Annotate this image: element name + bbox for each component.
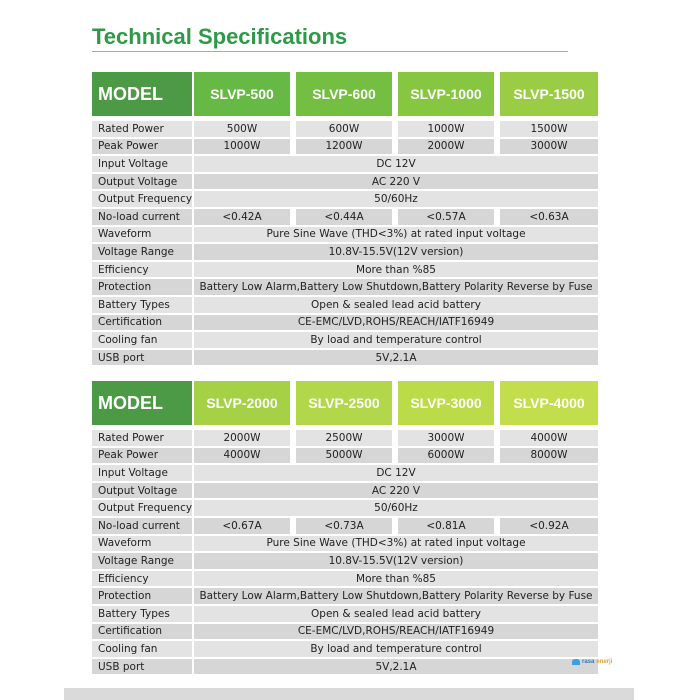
spec-row — [92, 658, 598, 676]
spec-row — [92, 173, 598, 191]
spec-value-shared: Battery Low Alarm,Battery Low Shutdown,Battery Polarity Reverse by Fuse — [194, 279, 598, 295]
spec-value-shared: 10.8V-15.5V(12V version) — [194, 244, 598, 260]
spec-value: <0.63A — [500, 209, 598, 225]
spec-value-shared: AC 220 V — [194, 483, 598, 499]
spec-value: 2000W — [194, 430, 290, 446]
spec-value-shared: Pure Sine Wave (THD<3%) at rated input voltage — [194, 227, 598, 243]
table-header-row — [92, 72, 598, 116]
spec-row — [92, 535, 598, 553]
spec-value: 3000W — [398, 430, 494, 446]
spec-row — [92, 349, 598, 367]
spec-value-shared: By load and temperature control — [194, 332, 598, 348]
spec-value: 2000W — [398, 139, 494, 155]
model-header-label: MODEL — [92, 381, 192, 425]
logo-text-rasa: rasa — [582, 659, 595, 665]
spec-value: 4000W — [194, 448, 290, 464]
spec-value: <0.92A — [500, 518, 598, 534]
spec-value: <0.73A — [296, 518, 392, 534]
spec-value: <0.67A — [194, 518, 290, 534]
model-header-cell: SLVP-2000 — [194, 381, 290, 425]
spec-value-shared: More than %85 — [194, 571, 598, 587]
spec-row — [92, 243, 598, 261]
spec-value: <0.42A — [194, 209, 290, 225]
spec-label: Certification — [92, 624, 192, 640]
spec-value: 1000W — [194, 139, 290, 155]
spec-row — [92, 314, 598, 332]
spec-value-shared: By load and temperature control — [194, 641, 598, 657]
spec-value-shared: 50/60Hz — [194, 191, 598, 207]
spec-label: USB port — [92, 659, 192, 675]
spec-value-shared: 5V,2.1A — [194, 659, 598, 675]
spec-label: Battery Types — [92, 297, 192, 313]
spec-row — [92, 482, 598, 500]
spec-value: 4000W — [500, 430, 598, 446]
spec-value: 1500W — [500, 121, 598, 137]
spec-label: Rated Power — [92, 430, 192, 446]
spec-label: Efficiency — [92, 262, 192, 278]
spec-value: 1200W — [296, 139, 392, 155]
spec-label: Peak Power — [92, 448, 192, 464]
spec-label: Cooling fan — [92, 641, 192, 657]
spec-row — [92, 278, 598, 296]
spec-row — [92, 623, 598, 641]
spec-label: Certification — [92, 315, 192, 331]
spec-label: USB port — [92, 350, 192, 366]
spec-label: Peak Power — [92, 139, 192, 155]
spec-row — [92, 464, 598, 482]
spec-row — [92, 138, 598, 156]
spec-value-shared: 10.8V-15.5V(12V version) — [194, 553, 598, 569]
spec-value-shared: Battery Low Alarm,Battery Low Shutdown,Battery Polarity Reverse by Fuse — [194, 588, 598, 604]
spec-value-shared: CE-EMC/LVD,ROHS/REACH/IATF16949 — [194, 624, 598, 640]
spec-label: Battery Types — [92, 606, 192, 622]
spec-row — [92, 517, 598, 535]
spec-label: Output Frequency — [92, 191, 192, 207]
rasa-enerji-logo-icon — [572, 659, 580, 665]
spec-label: Output Voltage — [92, 174, 192, 190]
spec-value-shared: Pure Sine Wave (THD<3%) at rated input voltage — [194, 536, 598, 552]
spec-table-2 — [92, 381, 598, 675]
model-header-cell: SLVP-3000 — [398, 381, 494, 425]
title-divider — [92, 51, 568, 52]
page-title: Technical Specifications — [92, 24, 348, 49]
model-header-cell: SLVP-1500 — [500, 72, 598, 116]
spec-value: <0.44A — [296, 209, 392, 225]
spec-value: 1000W — [398, 121, 494, 137]
spec-row — [92, 552, 598, 570]
spec-row — [92, 587, 598, 605]
spec-value: 3000W — [500, 139, 598, 155]
spec-label: Voltage Range — [92, 553, 192, 569]
spec-value: 500W — [194, 121, 290, 137]
spec-value-shared: More than %85 — [194, 262, 598, 278]
brand-logo — [572, 659, 612, 665]
model-header-cell: SLVP-500 — [194, 72, 290, 116]
model-header-cell: SLVP-600 — [296, 72, 392, 116]
spec-label: Voltage Range — [92, 244, 192, 260]
spec-value: 8000W — [500, 448, 598, 464]
spec-row — [92, 570, 598, 588]
spec-row — [92, 296, 598, 314]
spec-value-shared: AC 220 V — [194, 174, 598, 190]
spec-row — [92, 155, 598, 173]
spec-value-shared: Open & sealed lead acid battery — [194, 606, 598, 622]
spec-label: Input Voltage — [92, 156, 192, 172]
spec-value-shared: DC 12V — [194, 156, 598, 172]
spec-row — [92, 640, 598, 658]
spec-row — [92, 208, 598, 226]
spec-table-1 — [92, 72, 598, 366]
spec-label: No-load current — [92, 518, 192, 534]
spec-value-shared: 50/60Hz — [194, 500, 598, 516]
spec-label: Cooling fan — [92, 332, 192, 348]
model-header-cell: SLVP-2500 — [296, 381, 392, 425]
logo-text-enerji: enerji — [596, 659, 613, 665]
spec-label: Rated Power — [92, 121, 192, 137]
spec-value: 6000W — [398, 448, 494, 464]
spec-value: 600W — [296, 121, 392, 137]
spec-label: Input Voltage — [92, 465, 192, 481]
spec-value-shared: 5V,2.1A — [194, 350, 598, 366]
spec-row — [92, 429, 598, 447]
spec-value-shared: Open & sealed lead acid battery — [194, 297, 598, 313]
spec-value-shared: CE-EMC/LVD,ROHS/REACH/IATF16949 — [194, 315, 598, 331]
model-header-label: MODEL — [92, 72, 192, 116]
spec-value: <0.57A — [398, 209, 494, 225]
spec-row — [92, 261, 598, 279]
spec-value: 5000W — [296, 448, 392, 464]
spec-label: Output Frequency — [92, 500, 192, 516]
spec-value: <0.81A — [398, 518, 494, 534]
spec-label: Efficiency — [92, 571, 192, 587]
spec-label: No-load current — [92, 209, 192, 225]
spec-value-shared: DC 12V — [194, 465, 598, 481]
footer-bar — [64, 688, 634, 700]
spec-row — [92, 190, 598, 208]
table-header-row — [92, 381, 598, 425]
model-header-cell: SLVP-1000 — [398, 72, 494, 116]
spec-row — [92, 331, 598, 349]
spec-row — [92, 605, 598, 623]
spec-label: Waveform — [92, 536, 192, 552]
spec-value: 2500W — [296, 430, 392, 446]
spec-label: Waveform — [92, 227, 192, 243]
spec-label: Protection — [92, 588, 192, 604]
spec-label: Protection — [92, 279, 192, 295]
model-header-cell: SLVP-4000 — [500, 381, 598, 425]
spec-label: Output Voltage — [92, 483, 192, 499]
spec-row — [92, 499, 598, 517]
spec-row — [92, 226, 598, 244]
spec-row — [92, 447, 598, 465]
spec-row — [92, 120, 598, 138]
